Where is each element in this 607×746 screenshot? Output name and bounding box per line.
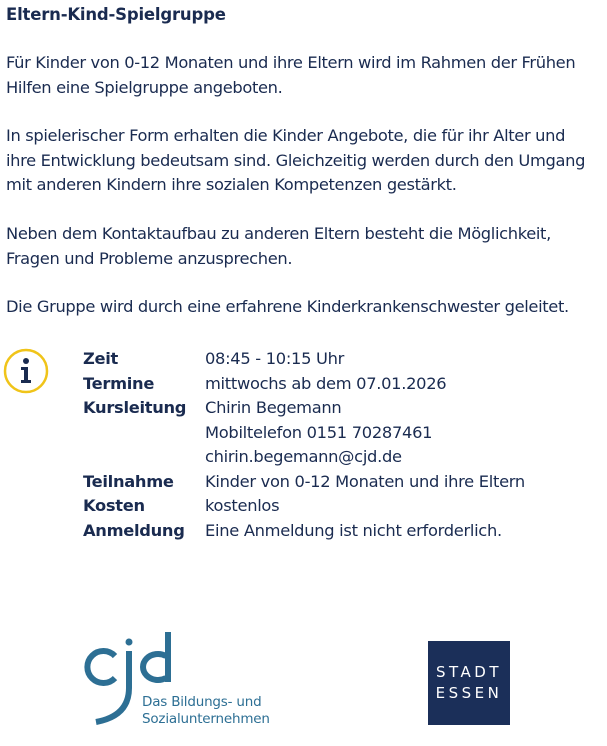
info-row-phone [83, 421, 525, 446]
info-row-anmeldung [83, 519, 525, 544]
cjd-tagline-line2: Sozialunternehmen [142, 711, 270, 727]
paragraph-contact [6, 222, 551, 271]
info-row-zeit [83, 347, 525, 372]
paragraph-line: In spielerischer Form erhalten die Kinder Angebote, die für ihr Alter und [6, 126, 566, 145]
stadt-logo-line1: STADT [436, 663, 502, 681]
info-value: kostenlos [205, 496, 280, 515]
info-row-email [83, 445, 525, 470]
paragraph-line: ihre Entwicklung bedeutsam sind. Gleichzeitig werden durch den Umgang [6, 150, 586, 170]
info-label: Zeit [83, 349, 119, 368]
info-table [83, 347, 525, 543]
paragraph-line: Neben dem Kontaktaufbau zu anderen Eltern besteht die Möglichkeit, [6, 224, 551, 243]
info-label [83, 445, 205, 470]
cjd-tagline-line1: Das Bildungs- und [142, 694, 262, 710]
info-value: mittwochs ab dem 07.01.2026 [205, 373, 447, 393]
info-value: Eine Anmeldung ist nicht erforderlich. [205, 520, 502, 540]
info-value: Mobiltelefon 0151 70287461 [205, 422, 433, 442]
info-label: Anmeldung [83, 520, 185, 540]
info-row-kosten [83, 494, 525, 519]
info-value: Chirin Begemann [205, 398, 342, 417]
info-value: 08:45 - 10:15 Uhr [205, 349, 345, 368]
info-label: Kursleitung [83, 398, 187, 417]
paragraph-activities [6, 124, 585, 198]
paragraph-line: Hilfen eine Spielgruppe angeboten. [6, 77, 283, 97]
paragraph-leadership [6, 295, 569, 320]
paragraph-line: Für Kinder von 0-12 Monaten und ihre Eltern wird im Rahmen der Frühen [6, 53, 576, 72]
info-label: Termine [83, 373, 155, 393]
info-value: Kinder von 0-12 Monaten und ihre Eltern [205, 471, 525, 491]
paragraph-intro [6, 51, 575, 100]
info-value: chirin.begemann@cjd.de [205, 447, 402, 466]
paragraph-line: Die Gruppe wird durch eine erfahrene Kinderkrankenschwester geleitet. [6, 297, 569, 316]
page-title: Eltern-Kind-Spielgruppe [6, 5, 226, 24]
info-label: Kosten [83, 496, 145, 515]
stadt-logo-line2: ESSEN [435, 684, 503, 702]
stadt-essen-logo [428, 641, 510, 725]
info-row-kursleitung [83, 396, 525, 421]
paragraph-line: Fragen und Probleme anzusprechen. [6, 248, 293, 268]
paragraph-line: mit anderen Kindern ihre sozialen Kompetenzen gestärkt. [6, 175, 457, 194]
info-row-teilnahme [83, 470, 525, 495]
info-label: Teilnahme [83, 471, 174, 491]
info-row-termine [83, 372, 525, 397]
info-icon [3, 348, 49, 394]
info-label [83, 421, 205, 446]
